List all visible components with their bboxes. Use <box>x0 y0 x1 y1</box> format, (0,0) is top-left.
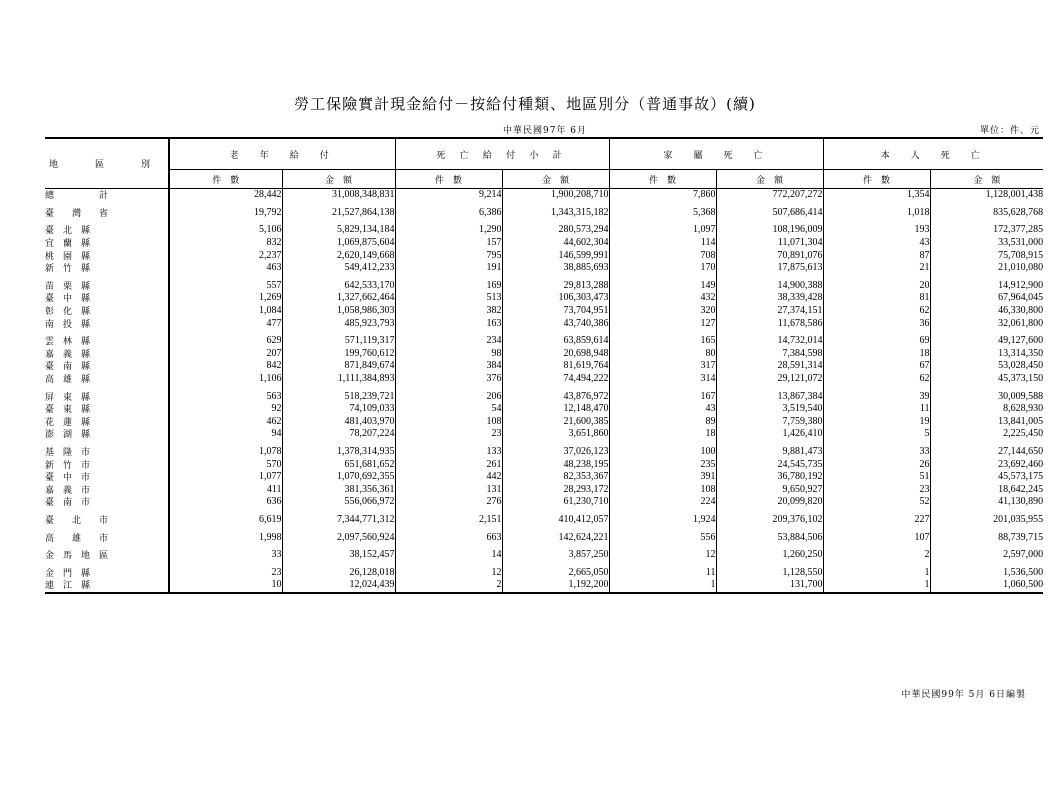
amount-cell: 7,759,380 <box>716 416 823 429</box>
count-cell: 1,084 <box>169 305 282 318</box>
count-cell: 557 <box>169 280 282 293</box>
count-cell: 28,442 <box>169 189 282 202</box>
count-cell: 411 <box>169 483 282 496</box>
amount-cell: 11,678,586 <box>716 317 823 330</box>
count-cell: 317 <box>609 360 716 373</box>
amount-cell: 30,009,588 <box>930 390 1043 403</box>
amount-cell: 651,681,652 <box>282 458 395 471</box>
table-row <box>45 305 1043 318</box>
amount-cell: 11,071,304 <box>716 237 823 250</box>
count-cell: 224 <box>609 496 716 509</box>
amount-cell: 9,881,473 <box>716 446 823 459</box>
count-cell: 5,106 <box>169 224 282 237</box>
amount-cell: 33,531,000 <box>930 237 1043 250</box>
region-name: 雲 林 縣 <box>45 336 91 347</box>
count-cell: 62 <box>823 373 930 386</box>
region-name: 臺 北 縣 <box>45 225 91 236</box>
compiled-date: 中華民國99年 5月 6日編製 <box>901 690 1026 700</box>
table-row <box>45 237 1043 250</box>
table-row <box>45 335 1043 348</box>
amount-cell: 835,628,768 <box>930 207 1043 220</box>
amount-cell: 43,876,972 <box>502 390 609 403</box>
region-name: 屏 東 縣 <box>45 391 91 402</box>
count-cell: 133 <box>395 446 502 459</box>
amount-cell: 1,069,875,604 <box>282 237 395 250</box>
count-cell: 19 <box>823 416 930 429</box>
amount-cell: 481,403,970 <box>282 416 395 429</box>
count-cell: 663 <box>395 531 502 544</box>
amount-cell: 131,700 <box>716 579 823 593</box>
count-cell: 98 <box>395 348 502 361</box>
region-name: 澎 湖 縣 <box>45 429 91 440</box>
amount-cell: 20,698,948 <box>502 348 609 361</box>
count-cell: 163 <box>395 317 502 330</box>
table-row <box>45 579 1043 593</box>
count-cell: 94 <box>169 428 282 441</box>
count-cell: 7,860 <box>609 189 716 202</box>
amount-cell: 82,353,367 <box>502 471 609 484</box>
amount-cell: 14,900,388 <box>716 280 823 293</box>
count-cell: 36 <box>823 317 930 330</box>
amount-cell: 642,533,170 <box>282 280 395 293</box>
table-row <box>45 496 1043 509</box>
count-cell: 563 <box>169 390 282 403</box>
table-row <box>45 416 1043 429</box>
count-cell: 1,097 <box>609 224 716 237</box>
count-cell: 1 <box>823 566 930 579</box>
count-cell: 629 <box>169 335 282 348</box>
region-name: 南 投 縣 <box>45 318 91 329</box>
amount-cell: 28,591,314 <box>716 360 823 373</box>
region-name: 臺 中 市 <box>45 472 91 483</box>
count-cell: 149 <box>609 280 716 293</box>
table-row <box>45 390 1043 403</box>
region-name: 臺 南 市 <box>45 497 91 508</box>
amount-cell: 1,128,001,438 <box>930 189 1043 202</box>
amount-cell: 485,923,793 <box>282 317 395 330</box>
amount-cell: 172,377,285 <box>930 224 1043 237</box>
amount-cell: 13,314,350 <box>930 348 1043 361</box>
count-cell: 1 <box>823 579 930 593</box>
region-name: 金 門 縣 <box>45 567 91 578</box>
amount-cell: 53,884,506 <box>716 531 823 544</box>
amount-header: 金 額 <box>282 170 395 189</box>
count-cell: 384 <box>395 360 502 373</box>
table-row <box>45 446 1043 459</box>
count-cell: 376 <box>395 373 502 386</box>
region-name: 宜 蘭 縣 <box>45 238 91 249</box>
amount-cell: 24,545,735 <box>716 458 823 471</box>
amount-cell: 772,207,272 <box>716 189 823 202</box>
family-death-header: 家 屬 死 亡 <box>609 138 823 170</box>
region-name: 高 雄 縣 <box>45 374 91 385</box>
count-cell: 1,354 <box>823 189 930 202</box>
count-cell: 636 <box>169 496 282 509</box>
amount-cell: 14,732,014 <box>716 335 823 348</box>
amount-cell: 507,686,414 <box>716 207 823 220</box>
count-cell: 100 <box>609 446 716 459</box>
amount-cell: 1,378,314,935 <box>282 446 395 459</box>
amount-cell: 28,293,172 <box>502 483 609 496</box>
table-row <box>45 189 1043 202</box>
amount-cell: 1,536,500 <box>930 566 1043 579</box>
count-cell: 556 <box>609 531 716 544</box>
table-row <box>45 292 1043 305</box>
count-cell: 708 <box>609 249 716 262</box>
table-row <box>45 224 1043 237</box>
amount-cell: 3,519,540 <box>716 403 823 416</box>
region-name: 新 竹 縣 <box>45 263 91 274</box>
amount-cell: 13,841,005 <box>930 416 1043 429</box>
amount-cell: 27,374,151 <box>716 305 823 318</box>
unit-label: 單位：件、元 <box>979 126 1040 136</box>
amount-cell: 7,344,771,312 <box>282 514 395 527</box>
count-cell: 19,792 <box>169 207 282 220</box>
amount-cell: 1,111,384,893 <box>282 373 395 386</box>
count-cell: 170 <box>609 262 716 275</box>
count-cell: 127 <box>609 317 716 330</box>
count-cell: 108 <box>395 416 502 429</box>
amount-cell: 14,912,900 <box>930 280 1043 293</box>
count-cell: 1,998 <box>169 531 282 544</box>
table-row <box>45 403 1043 416</box>
count-cell: 462 <box>169 416 282 429</box>
count-cell: 842 <box>169 360 282 373</box>
amount-cell: 5,829,134,184 <box>282 224 395 237</box>
region-name: 臺 灣 省 <box>45 207 109 218</box>
report-date: 中華民國97年 6月 <box>502 126 588 136</box>
amount-cell: 29,121,072 <box>716 373 823 386</box>
table-row <box>45 348 1043 361</box>
region-name: 臺 北 市 <box>45 514 109 525</box>
count-cell: 69 <box>823 335 930 348</box>
count-cell: 169 <box>395 280 502 293</box>
amount-cell: 2,225,450 <box>930 428 1043 441</box>
amount-cell: 1,900,208,710 <box>502 189 609 202</box>
count-cell: 33 <box>823 446 930 459</box>
amount-header: 金 額 <box>502 170 609 189</box>
amount-cell: 41,130,890 <box>930 496 1043 509</box>
count-cell: 261 <box>395 458 502 471</box>
amount-cell: 48,238,195 <box>502 458 609 471</box>
amount-cell: 18,642,245 <box>930 483 1043 496</box>
amount-cell: 1,343,315,182 <box>502 207 609 220</box>
amount-cell: 201,035,955 <box>930 514 1043 527</box>
count-cell: 6,619 <box>169 514 282 527</box>
amount-cell: 1,058,986,303 <box>282 305 395 318</box>
count-cell: 320 <box>609 305 716 318</box>
table-body <box>45 189 1043 593</box>
amount-cell: 1,070,692,355 <box>282 471 395 484</box>
count-cell: 5 <box>823 428 930 441</box>
amount-cell: 70,891,076 <box>716 249 823 262</box>
region-name: 連 江 縣 <box>45 579 169 593</box>
table-row <box>45 428 1043 441</box>
count-cell: 167 <box>609 390 716 403</box>
amount-cell: 518,239,721 <box>282 390 395 403</box>
count-cell: 11 <box>609 566 716 579</box>
table-row <box>45 249 1043 262</box>
count-cell: 114 <box>609 237 716 250</box>
amount-cell: 88,739,715 <box>930 531 1043 544</box>
count-cell: 67 <box>823 360 930 373</box>
amount-cell: 29,813,288 <box>502 280 609 293</box>
count-cell: 1,078 <box>169 446 282 459</box>
amount-cell: 45,573,175 <box>930 471 1043 484</box>
amount-cell: 61,230,710 <box>502 496 609 509</box>
amount-cell: 74,494,222 <box>502 373 609 386</box>
region-name: 嘉 義 縣 <box>45 348 91 359</box>
amount-cell: 45,373,150 <box>930 373 1043 386</box>
count-cell: 43 <box>609 403 716 416</box>
amount-cell: 209,376,102 <box>716 514 823 527</box>
count-cell: 18 <box>609 428 716 441</box>
amount-cell: 44,602,304 <box>502 237 609 250</box>
region-name: 花 蓮 縣 <box>45 416 91 427</box>
count-cell: 206 <box>395 390 502 403</box>
table-row <box>45 373 1043 386</box>
amount-cell: 75,708,915 <box>930 249 1043 262</box>
amount-cell: 1,426,410 <box>716 428 823 441</box>
count-cell: 442 <box>395 471 502 484</box>
amount-cell: 38,339,428 <box>716 292 823 305</box>
statistics-table <box>45 137 1043 594</box>
region-name: 臺 南 縣 <box>45 361 91 372</box>
count-cell: 391 <box>609 471 716 484</box>
amount-cell: 571,119,317 <box>282 335 395 348</box>
count-cell: 207 <box>169 348 282 361</box>
amount-cell: 2,620,149,668 <box>282 249 395 262</box>
amount-cell: 26,128,018 <box>282 566 395 579</box>
count-header: 件 數 <box>395 170 502 189</box>
count-cell: 165 <box>609 335 716 348</box>
count-cell: 234 <box>395 335 502 348</box>
count-cell: 51 <box>823 471 930 484</box>
count-header: 件 數 <box>823 170 930 189</box>
table-row <box>45 514 1043 527</box>
amount-cell: 106,303,473 <box>502 292 609 305</box>
count-cell: 43 <box>823 237 930 250</box>
amount-cell: 21,010,080 <box>930 262 1043 275</box>
table-row <box>45 458 1043 471</box>
amount-cell: 13,867,384 <box>716 390 823 403</box>
table-row <box>45 280 1043 293</box>
count-cell: 26 <box>823 458 930 471</box>
count-cell: 382 <box>395 305 502 318</box>
amount-cell: 8,628,930 <box>930 403 1043 416</box>
region-name: 新 竹 市 <box>45 459 91 470</box>
amount-cell: 381,356,361 <box>282 483 395 496</box>
amount-cell: 3,857,250 <box>502 549 609 562</box>
amount-cell: 1,060,500 <box>930 579 1043 593</box>
amount-cell: 108,196,009 <box>716 224 823 237</box>
count-cell: 1,077 <box>169 471 282 484</box>
count-cell: 1,106 <box>169 373 282 386</box>
count-cell: 108 <box>609 483 716 496</box>
count-cell: 2,151 <box>395 514 502 527</box>
amount-cell: 38,152,457 <box>282 549 395 562</box>
amount-cell: 3,651,860 <box>502 428 609 441</box>
region-name: 金 馬 地 區 <box>45 550 109 561</box>
table-row <box>45 471 1043 484</box>
count-cell: 92 <box>169 403 282 416</box>
count-cell: 832 <box>169 237 282 250</box>
amount-cell: 410,412,057 <box>502 514 609 527</box>
table-row <box>45 483 1043 496</box>
count-cell: 12 <box>609 549 716 562</box>
amount-header: 金 額 <box>716 170 823 189</box>
count-header: 件 數 <box>609 170 716 189</box>
amount-cell: 2,097,560,924 <box>282 531 395 544</box>
amount-cell: 21,527,864,138 <box>282 207 395 220</box>
count-cell: 193 <box>823 224 930 237</box>
page-title: 勞工保險實計現金給付－按給付種類、地區別分（普通事故）(續) <box>294 95 756 113</box>
table-row <box>45 317 1043 330</box>
region-name: 基 隆 市 <box>45 446 91 457</box>
count-cell: 87 <box>823 249 930 262</box>
count-cell: 9,214 <box>395 189 502 202</box>
amount-cell: 53,028,450 <box>930 360 1043 373</box>
count-cell: 2 <box>823 549 930 562</box>
amount-cell: 2,665,050 <box>502 566 609 579</box>
amount-cell: 63,859,614 <box>502 335 609 348</box>
count-cell: 5,368 <box>609 207 716 220</box>
death-benefit-subtotal-header: 死 亡 給 付 小 計 <box>395 138 609 170</box>
amount-cell: 46,330,800 <box>930 305 1043 318</box>
count-header: 件 數 <box>169 170 282 189</box>
amount-cell: 549,412,233 <box>282 262 395 275</box>
count-cell: 62 <box>823 305 930 318</box>
amount-header: 金 額 <box>930 170 1043 189</box>
table-row <box>45 262 1043 275</box>
count-cell: 477 <box>169 317 282 330</box>
amount-cell: 37,026,123 <box>502 446 609 459</box>
old-age-benefit-header: 老 年 給 付 <box>169 138 395 170</box>
count-cell: 157 <box>395 237 502 250</box>
amount-cell: 38,885,693 <box>502 262 609 275</box>
count-cell: 10 <box>169 579 282 593</box>
self-death-header: 本 人 死 亡 <box>823 138 1043 170</box>
count-cell: 33 <box>169 549 282 562</box>
count-cell: 1,018 <box>823 207 930 220</box>
amount-cell: 9,650,927 <box>716 483 823 496</box>
amount-cell: 142,624,221 <box>502 531 609 544</box>
amount-cell: 17,875,613 <box>716 262 823 275</box>
table-row <box>45 531 1043 544</box>
count-cell: 2,237 <box>169 249 282 262</box>
count-cell: 235 <box>609 458 716 471</box>
region-name: 苗 栗 縣 <box>45 280 91 291</box>
count-cell: 276 <box>395 496 502 509</box>
count-cell: 52 <box>823 496 930 509</box>
count-cell: 513 <box>395 292 502 305</box>
amount-cell: 74,109,033 <box>282 403 395 416</box>
amount-cell: 1,128,550 <box>716 566 823 579</box>
count-cell: 1 <box>609 579 716 593</box>
amount-cell: 280,573,294 <box>502 224 609 237</box>
region-name: 彰 化 縣 <box>45 306 91 317</box>
count-cell: 795 <box>395 249 502 262</box>
count-cell: 80 <box>609 348 716 361</box>
amount-cell: 2,597,000 <box>930 549 1043 562</box>
count-cell: 2 <box>395 579 502 593</box>
amount-cell: 36,780,192 <box>716 471 823 484</box>
table-row <box>45 360 1043 373</box>
region-name: 總 計 <box>45 190 109 201</box>
count-cell: 432 <box>609 292 716 305</box>
count-cell: 23 <box>823 483 930 496</box>
amount-cell: 556,066,972 <box>282 496 395 509</box>
count-cell: 131 <box>395 483 502 496</box>
count-cell: 14 <box>395 549 502 562</box>
count-cell: 12 <box>395 566 502 579</box>
count-cell: 39 <box>823 390 930 403</box>
amount-cell: 1,260,250 <box>716 549 823 562</box>
amount-cell: 871,849,674 <box>282 360 395 373</box>
amount-cell: 32,061,800 <box>930 317 1043 330</box>
amount-cell: 1,327,662,464 <box>282 292 395 305</box>
region-header: 地 區 別 <box>45 138 169 189</box>
count-cell: 20 <box>823 280 930 293</box>
count-cell: 107 <box>823 531 930 544</box>
count-cell: 1,269 <box>169 292 282 305</box>
region-name: 臺 中 縣 <box>45 293 91 304</box>
amount-cell: 12,148,470 <box>502 403 609 416</box>
count-cell: 1,924 <box>609 514 716 527</box>
amount-cell: 23,692,460 <box>930 458 1043 471</box>
region-name: 高 雄 市 <box>45 532 109 543</box>
amount-cell: 49,127,600 <box>930 335 1043 348</box>
count-cell: 81 <box>823 292 930 305</box>
region-name: 桃 園 縣 <box>45 250 91 261</box>
amount-cell: 12,024,439 <box>282 579 395 593</box>
count-cell: 191 <box>395 262 502 275</box>
count-cell: 23 <box>169 566 282 579</box>
amount-cell: 7,384,598 <box>716 348 823 361</box>
amount-cell: 21,600,385 <box>502 416 609 429</box>
amount-cell: 1,192,200 <box>502 579 609 593</box>
count-cell: 1,290 <box>395 224 502 237</box>
count-cell: 89 <box>609 416 716 429</box>
amount-cell: 27,144,650 <box>930 446 1043 459</box>
count-cell: 54 <box>395 403 502 416</box>
table-row <box>45 549 1043 562</box>
amount-cell: 78,207,224 <box>282 428 395 441</box>
count-cell: 463 <box>169 262 282 275</box>
table-row <box>45 566 1043 579</box>
count-cell: 23 <box>395 428 502 441</box>
amount-cell: 73,704,951 <box>502 305 609 318</box>
count-cell: 6,386 <box>395 207 502 220</box>
region-name: 嘉 義 市 <box>45 484 91 495</box>
region-name: 臺 東 縣 <box>45 404 91 415</box>
count-cell: 570 <box>169 458 282 471</box>
count-cell: 18 <box>823 348 930 361</box>
amount-cell: 43,740,386 <box>502 317 609 330</box>
count-cell: 21 <box>823 262 930 275</box>
amount-cell: 146,599,991 <box>502 249 609 262</box>
table-row <box>45 207 1043 220</box>
amount-cell: 81,619,764 <box>502 360 609 373</box>
count-cell: 227 <box>823 514 930 527</box>
count-cell: 11 <box>823 403 930 416</box>
amount-cell: 199,760,612 <box>282 348 395 361</box>
amount-cell: 31,008,348,831 <box>282 189 395 202</box>
amount-cell: 20,099,820 <box>716 496 823 509</box>
count-cell: 314 <box>609 373 716 386</box>
amount-cell: 67,964,045 <box>930 292 1043 305</box>
